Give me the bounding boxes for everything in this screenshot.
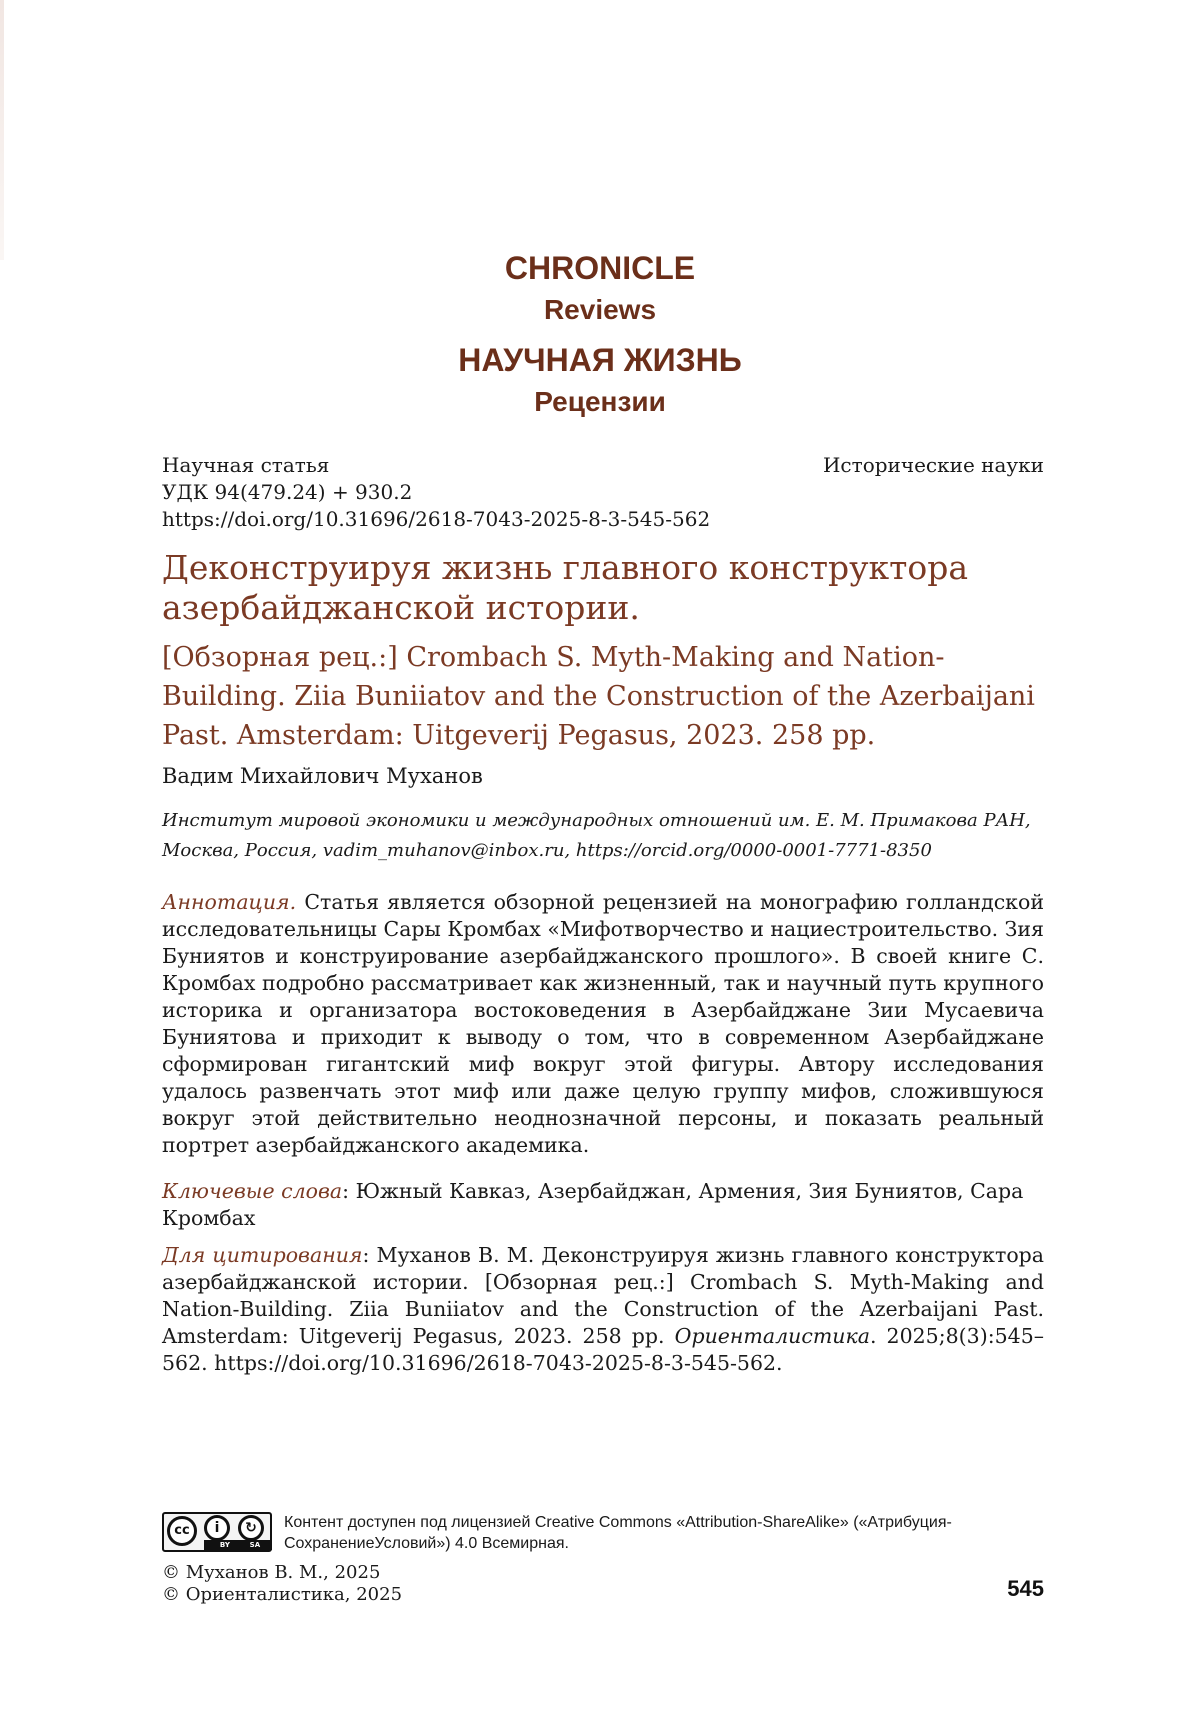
attribution-icon: i xyxy=(204,1515,230,1541)
section-title-ru: НАУЧНАЯ ЖИЗНЬ xyxy=(458,342,742,378)
cc-license-badge[interactable] xyxy=(162,1512,272,1552)
section-header xyxy=(0,246,1200,422)
author-name: Вадим Михайлович Муханов xyxy=(162,764,483,788)
keywords: Ключевые слова: Южный Кавказ, Азербайджан, Армения, Зия Буниятов, Сара Кромбах xyxy=(162,1179,1024,1230)
citation-text: Муханов В. М. Деконструируя жизнь главного конструктора азербайджанской истории. [Обзорная рец.:] Crombach S. Myth-Making and Nation-Building. Ziia Buniiatov and the Construction of the Azerbaijani Past. Amsterdam: Uitgeverij Pegasus, 2023. 258 pp. xyxy=(162,1243,1045,1348)
keywords-label: Ключевые слова xyxy=(162,1179,343,1203)
license-text: Контент доступен под лицензией Creative Commons «Attribution-ShareAlike» («Атрибуция-СохранениеУсловий») 4.0 Всемирная. xyxy=(284,1514,952,1552)
article-type: Научная статья xyxy=(162,453,330,477)
reviewed-book: [Обзорная рец.:] Crombach S. Myth-Making and Nation-Building. Ziia Buniiatov and the Construction of the Azerbaijani Past. Amsterdam: Uitgeverij Pegasus, 2023. 258 pp. xyxy=(162,642,1035,751)
citation-label: Для цитирования xyxy=(162,1243,363,1267)
citation-text-end: . 2025;8(3):545–562. https://doi.org/10.31696/2618-7043-2025-8-3-545-562. xyxy=(162,1324,1044,1375)
copyright xyxy=(162,1562,402,1606)
sa-tag: SA xyxy=(249,1541,261,1549)
creative-commons-icon: cc xyxy=(167,1516,197,1546)
page-number: 545 xyxy=(1007,1576,1044,1601)
article-title-block xyxy=(162,548,1044,755)
keywords-text: Южный Кавказ, Азербайджан, Армения, Зия Буниятов, Сара Кромбах xyxy=(162,1179,1024,1230)
author-affiliation: Институт мировой экономики и международных отношений им. Е. М. Примакова РАН, Москва, Россия, vadim_muhanov@inbox.ru, https://orcid.org/0000-0001-7771-8350 xyxy=(162,810,1031,861)
subsection-title-en: Reviews xyxy=(543,294,657,325)
article-title: Деконструируя жизнь главного конструктора азербайджанской истории. xyxy=(162,548,969,627)
page-edge-decoration xyxy=(0,0,4,260)
share-alike-icon: ↻ xyxy=(238,1515,264,1541)
section-title-en: CHRONICLE xyxy=(504,250,696,286)
doi-link[interactable]: https://doi.org/10.31696/2618-7043-2025-8-3-545-562 xyxy=(162,507,711,531)
article-meta xyxy=(162,452,1044,533)
copyright-journal: © Ориенталистика, 2025 xyxy=(162,1584,403,1605)
by-tag: BY xyxy=(219,1541,230,1549)
abstract-text: Статья является обзорной рецензией на монографию голландской исследовательницы Сары Кромбах «Мифотворчество и нациестроительство. Зия Буниятов и конструирование азербайджанского прошлого». В своей книге С. Кромбах подробно рассматривает как жизненный, так и научный путь крупного историка и организатора востоковедения в Азербайджане Зии Мусаевича Буниятова и приходит к выводу о том, что в современном Азербайджане сформирован гигантский миф вокруг этой фигуры. Автору исследования удалось развенчать этот миф или даже целую группу мифов, сложившуюся вокруг этой действительно неоднозначной персоны, и показать реальный портрет азербайджанского академика. xyxy=(162,890,1044,1157)
science-field: Исторические науки xyxy=(822,453,1044,477)
subsection-title-ru: Рецензии xyxy=(534,386,666,417)
abstract-label: Аннотация. xyxy=(162,890,297,914)
citation: Для цитирования: Муханов В. М. Деконструируя жизнь главного конструктора азербайджанской истории. [Обзорная рец.:] Crombach S. Myth-Making and Nation-Building. Ziia Buniiatov and the Construction of the Azerbaijani Past. Amsterdam: Uitgeverij Pegasus, 2023. 258 pp. Ориенталистика. 2025;8(3):545–562. https://doi.org/10.31696/2618-7043-2025-8-3-545-562. xyxy=(162,1243,1045,1375)
license-block xyxy=(162,1512,1044,1554)
copyright-author: © Муханов В. М., 2025 xyxy=(162,1562,381,1583)
abstract xyxy=(162,889,1044,1159)
udc-code: УДК 94(479.24) + 930.2 xyxy=(162,480,413,504)
citation-journal: Ориенталистика xyxy=(674,1324,870,1348)
